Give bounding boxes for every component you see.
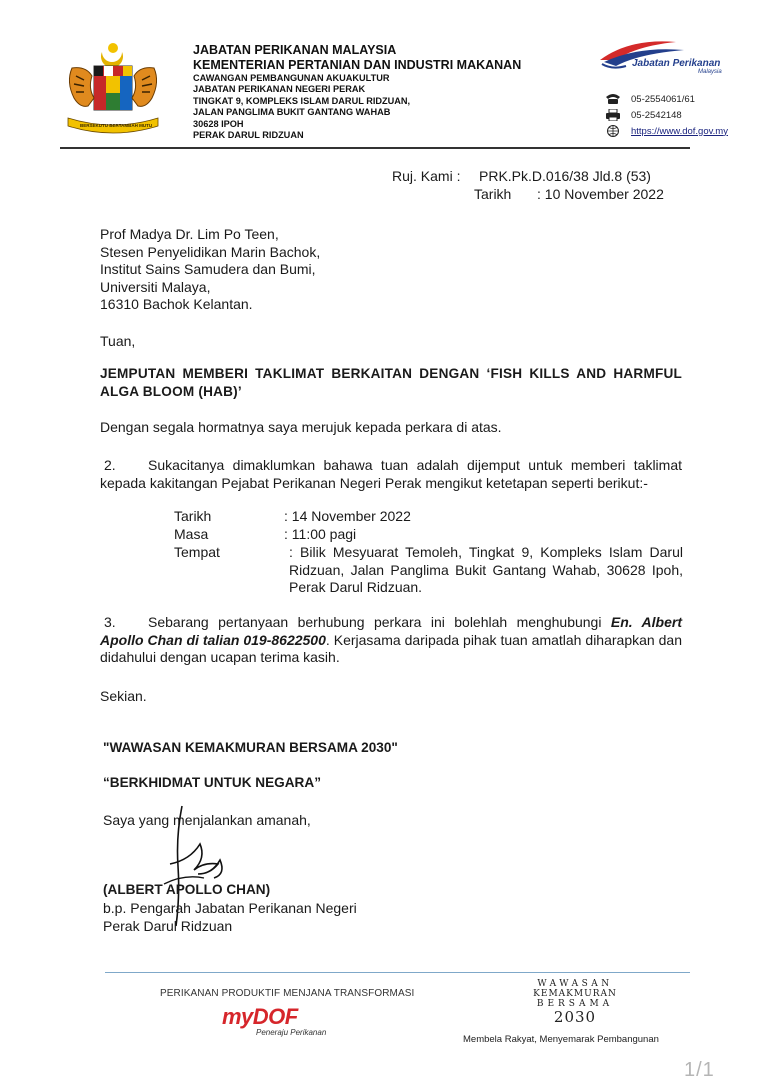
globe-icon xyxy=(605,125,621,137)
slogan-wawasan: "WAWASAN KEMAKMURAN BERSAMA 2030" xyxy=(103,740,398,755)
paragraph-3-text-b: . Kerjasama daripada pihak tuan amatlah diharapkan dan didahului dengan ucapan terima kasih. xyxy=(100,631,682,665)
contact-person: En. Albert Apollo Chan di talian 019-8622500 xyxy=(100,614,682,648)
recipient-address xyxy=(100,226,320,314)
letterhead-address xyxy=(193,73,410,141)
wkb2030-logo xyxy=(520,979,630,1025)
reference-number: PRK.Pk.D.016/38 Jld.8 (53) xyxy=(479,168,651,184)
wkb-line: WAWASAN xyxy=(537,979,613,989)
dof-logo xyxy=(598,36,738,86)
date-value: : 10 November 2022 xyxy=(537,186,664,202)
signatory-name: (ALBERT APOLLO CHAN) xyxy=(103,882,271,897)
crest-motto: BERSEKUTU BERTAMBAH MUTU xyxy=(80,123,153,128)
phone-icon xyxy=(605,93,621,105)
dof-logo-sub: Malaysia xyxy=(698,69,722,75)
letterhead-divider xyxy=(60,147,690,149)
address-line: JALAN PANGLIMA BUKIT GANTANG WAHAB xyxy=(193,107,391,118)
address-line: 30628 IPOH xyxy=(193,118,244,129)
fax-row xyxy=(605,109,682,121)
paragraph-number: 3. xyxy=(104,614,116,630)
recipient-line: Institut Sains Samudera dan Bumi, xyxy=(100,261,316,277)
salutation: Tuan, xyxy=(100,333,136,349)
fax-number: 05-2542148 xyxy=(631,109,682,121)
signatory-title: b.p. Pengarah Jabatan Perikanan Negeri xyxy=(103,900,357,916)
paragraph-3 xyxy=(100,614,682,667)
paragraph-3-text-a: Sebarang pertanyaan berhubung perkara ini bolehlah menghubungi xyxy=(148,614,611,630)
slogan-berkhidmat: “BERKHIDMAT UNTUK NEGARA” xyxy=(103,775,321,790)
wkb-year: 2030 xyxy=(553,1008,597,1026)
page-indicator: 1/1 xyxy=(684,1059,715,1081)
mydof-logo xyxy=(222,1004,342,1044)
phone-number: 05-2554061/61 xyxy=(631,93,695,105)
detail-label-date: Tarikh xyxy=(174,508,212,524)
detail-label-time: Masa xyxy=(174,526,209,542)
detail-label-venue: Tempat xyxy=(174,544,220,560)
fax-icon xyxy=(605,109,621,121)
detail-value-venue: : Bilik Mesyuarat Temoleh, Tingkat 9, Kompleks Islam Darul Ridzuan, Jalan Panglima Bukit Gantang Wahab, 30628 Ipoh, Perak Darul Ridzuan. xyxy=(289,544,683,595)
ministry-name: KEMENTERIAN PERTANIAN DAN INDUSTRI MAKANAN xyxy=(193,58,522,72)
reference-label: Ruj. Kami : xyxy=(392,168,461,184)
wkb-line: KEMAKMURAN xyxy=(533,989,617,999)
phone-row xyxy=(605,93,695,105)
detail-value-time: : 11:00 pagi xyxy=(284,526,357,542)
detail-value-date: : 14 November 2022 xyxy=(284,508,411,524)
department-name: JABATAN PERIKANAN MALAYSIA xyxy=(193,43,397,57)
footer-tagline: PERIKANAN PRODUKTIF MENJANA TRANSFORMASI xyxy=(160,988,415,999)
mydof-wordmark: myDOF xyxy=(222,1004,298,1029)
subject-heading: JEMPUTAN MEMBERI TAKLIMAT BERKAITAN DENGAN ‘FISH KILLS AND HARMFUL ALGA BLOOM (HAB)’ xyxy=(100,366,682,399)
website-row xyxy=(605,125,728,137)
footer-divider xyxy=(105,972,690,973)
address-line: TINGKAT 9, KOMPLEKS ISLAM DARUL RIDZUAN, xyxy=(193,95,411,106)
paragraph-2 xyxy=(100,457,682,492)
recipient-line: Prof Madya Dr. Lim Po Teen, xyxy=(100,226,279,242)
address-line: CAWANGAN PEMBANGUNAN AKUAKULTUR xyxy=(193,73,390,83)
signatory-title: Perak Darul Ridzuan xyxy=(103,918,233,934)
malaysia-crest xyxy=(58,38,168,138)
recipient-line: Universiti Malaya, xyxy=(100,278,211,295)
website-link[interactable]: https://www.dof.gov.my xyxy=(631,125,728,137)
paragraph-2-text: Sukacitanya dimaklumkan bahawa tuan adalah dijemput untuk memberi taklimat kepada kakitangan Pejabat Perikanan Negeri Perak mengikut ketetapan seperti berikut:- xyxy=(100,457,682,491)
opening-sentence: Dengan segala hormatnya saya merujuk kepada perkara di atas. xyxy=(100,419,502,435)
wkb-line: BERSAMA xyxy=(536,999,614,1009)
dof-logo-text: Jabatan Perikanan xyxy=(632,58,721,69)
trust-line: Saya yang menjalankan amanah, xyxy=(103,812,311,828)
date-label: Tarikh xyxy=(474,186,512,202)
address-line: PERAK DARUL RIDZUAN xyxy=(193,130,304,141)
closing: Sekian. xyxy=(100,688,147,704)
recipient-line: Stesen Penyelidikan Marin Bachok, xyxy=(100,243,321,260)
address-line: JABATAN PERIKANAN NEGERI PERAK xyxy=(193,84,366,95)
wkb-tagline: Membela Rakyat, Menyemarak Pembangunan xyxy=(463,1034,659,1045)
recipient-line: 16310 Bachok Kelantan. xyxy=(100,296,253,312)
paragraph-number: 2. xyxy=(104,457,116,473)
mydof-subtitle: Peneraju Perikanan xyxy=(256,1028,327,1037)
